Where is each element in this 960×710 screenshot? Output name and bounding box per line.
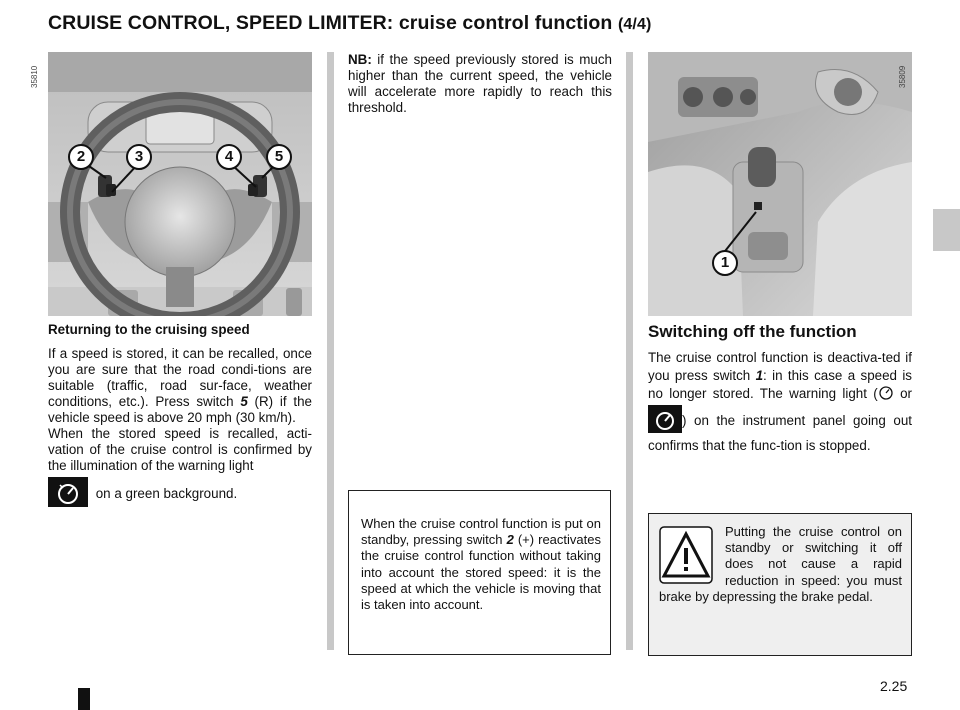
returning-para-2: When the stored speed is recalled, acti-vation of the cruise control is confirmed by the illumination of the warning light [48, 426, 312, 473]
title-main: CRUISE CONTROL, SPEED LIMITER: cruise control function [48, 12, 613, 34]
figure-code-right: 35809 [898, 65, 907, 88]
chapter-tab [933, 209, 960, 251]
label-switch-5: 5 [266, 144, 292, 170]
switching-off-b: : in this case a speed is no longer stored. The warning light ( [648, 367, 912, 401]
nb-text: if the speed previously stored is much higher than the current speed, the vehicle will accelerate more rapidly to reach this threshold. [348, 52, 612, 115]
label-switch-4: 4 [216, 144, 242, 170]
center-console-illustration [648, 52, 912, 316]
warning-text: Putting the cruise control on standby or switching it off does not cause a rapid reduction in speed: you must brake by depressing the brake pedal. [659, 524, 902, 604]
column-divider-left [327, 52, 334, 650]
switch-1-ref: 1 [755, 367, 764, 383]
switching-off-heading: Switching off the function [648, 322, 857, 341]
returning-para-1-b: (R) if the vehicle speed is above 20 mph (30 km/h). [48, 394, 313, 425]
warning-box [648, 513, 912, 656]
switch-2-ref: 2 [506, 532, 514, 548]
steering-wheel-illustration [48, 52, 312, 316]
returning-para-1 [48, 346, 312, 426]
figure-code-left: 35810 [30, 65, 39, 88]
warning-text-block [659, 524, 902, 605]
switch-5-ref: 5 [240, 394, 248, 409]
returning-body [48, 346, 312, 511]
standby-note-b: (+) reactivates the cruise control function without taking into account the stored speed: it is the speed at which the vehicle is moving that is taken into account. [361, 532, 601, 613]
label-switch-3: 3 [126, 144, 152, 170]
center-console-photo [648, 52, 912, 316]
label-switch-1: 1 [712, 250, 738, 276]
cruise-control-warning-light-icon-2 [648, 405, 682, 438]
switching-off-a: The cruise control function is deactiva-ted if you press switch [648, 350, 912, 383]
nb-note [348, 52, 612, 116]
label-switch-2: 2 [68, 144, 94, 170]
warning-triangle-icon [659, 526, 713, 584]
switching-off-body [648, 349, 912, 455]
title-suffix: (4/4) [617, 16, 652, 33]
standby-note-box [348, 490, 611, 655]
cruise-control-outline-icon [878, 384, 894, 405]
standby-note-text [361, 516, 601, 613]
page-title [48, 12, 651, 35]
steering-wheel-photo [48, 52, 312, 316]
cruise-control-warning-light-icon [48, 477, 88, 511]
returning-para-3-text: on a green background. [95, 485, 238, 501]
page-number: 2.25 [880, 678, 908, 694]
nb-label: NB: [348, 52, 372, 67]
standby-note-a: When the cruise control function is put on standby, pressing switch [361, 516, 601, 548]
returning-heading: Returning to the cruising speed [48, 322, 250, 337]
switching-off-or: or [893, 385, 912, 401]
column-divider-right [626, 52, 633, 650]
returning-para-1-a: If a speed is stored, it can be recalled, once you are sure that the road condi-tions are suitable (traffic, road sur-face, weather conditions, etc.). Press switch [48, 346, 312, 409]
switching-off-c: ) on the instrument panel going out confirms that the func-tion is stopped. [648, 412, 912, 453]
bottom-bar-mark [78, 688, 90, 710]
returning-para-3 [48, 477, 312, 511]
